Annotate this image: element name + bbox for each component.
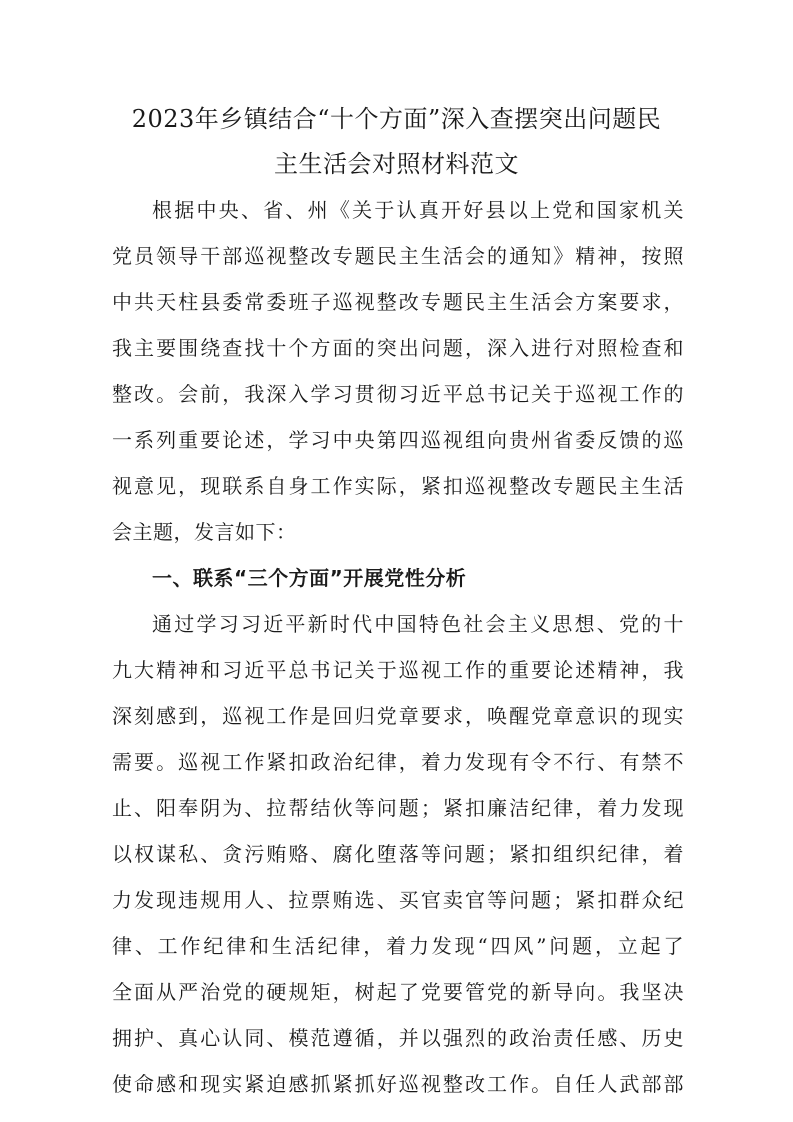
paragraph-line: 党员领导干部巡视整改专题民主生活会的通知》精神，按照 xyxy=(112,244,684,268)
paragraph-line: 会主题，发言如下： xyxy=(112,520,297,544)
paragraph-line: 使命感和现实紧迫感抓紧抓好巡视整改工作。自任人武部部 xyxy=(112,1072,684,1096)
paragraph-line: 中共天柱县委常委班子巡视整改专题民主生活会方案要求， xyxy=(112,290,684,314)
paragraph-line: 律、工作纪律和生活纪律，着力发现“四风”问题，立起了 xyxy=(112,934,684,958)
paragraph-line: 通过学习习近平新时代中国特色社会主义思想、党的十 xyxy=(152,612,684,636)
paragraph-line: 九大精神和习近平总书记关于巡视工作的重要论述精神，我 xyxy=(112,658,684,682)
paragraph-line: 拥护、真心认同、模范遵循，并以强烈的政治责任感、历史 xyxy=(112,1026,684,1050)
paragraph-line: 全面从严治党的硬规矩，树起了党要管党的新导向。我坚决 xyxy=(112,980,684,1004)
paragraph-line: 深刻感到，巡视工作是回归党章要求，唤醒党章意识的现实 xyxy=(112,704,684,728)
paragraph-line: 止、阳奉阴为、拉帮结伙等问题；紧扣廉洁纪律，着力发现 xyxy=(112,796,684,820)
section-heading-1: 一、联系“三个方面”开展党性分析 xyxy=(152,566,467,590)
document-title-line-1: 2023年乡镇结合“十个方面”深入查摆突出问题民 xyxy=(131,105,662,133)
paragraph-line: 力发现违规用人、拉票贿选、买官卖官等问题；紧扣群众纪 xyxy=(112,888,684,912)
document-title-line-2: 主生活会对照材料范文 xyxy=(274,150,519,178)
paragraph-line: 需要。巡视工作紧扣政治纪律，着力发现有令不行、有禁不 xyxy=(112,750,684,774)
paragraph-line: 以权谋私、贪污贿赂、腐化堕落等问题；紧扣组织纪律，着 xyxy=(112,842,684,866)
paragraph-line: 我主要围绕查找十个方面的突出问题，深入进行对照检查和 xyxy=(112,336,684,360)
paragraph-line: 整改。会前，我深入学习贯彻习近平总书记关于巡视工作的 xyxy=(112,382,684,406)
paragraph-line: 根据中央、省、州《关于认真开好县以上党和国家机关 xyxy=(152,198,684,222)
paragraph-line: 视意见，现联系自身工作实际，紧扣巡视整改专题民主生活 xyxy=(112,474,684,498)
paragraph-line: 一系列重要论述，学习中央第四巡视组向贵州省委反馈的巡 xyxy=(112,428,684,452)
